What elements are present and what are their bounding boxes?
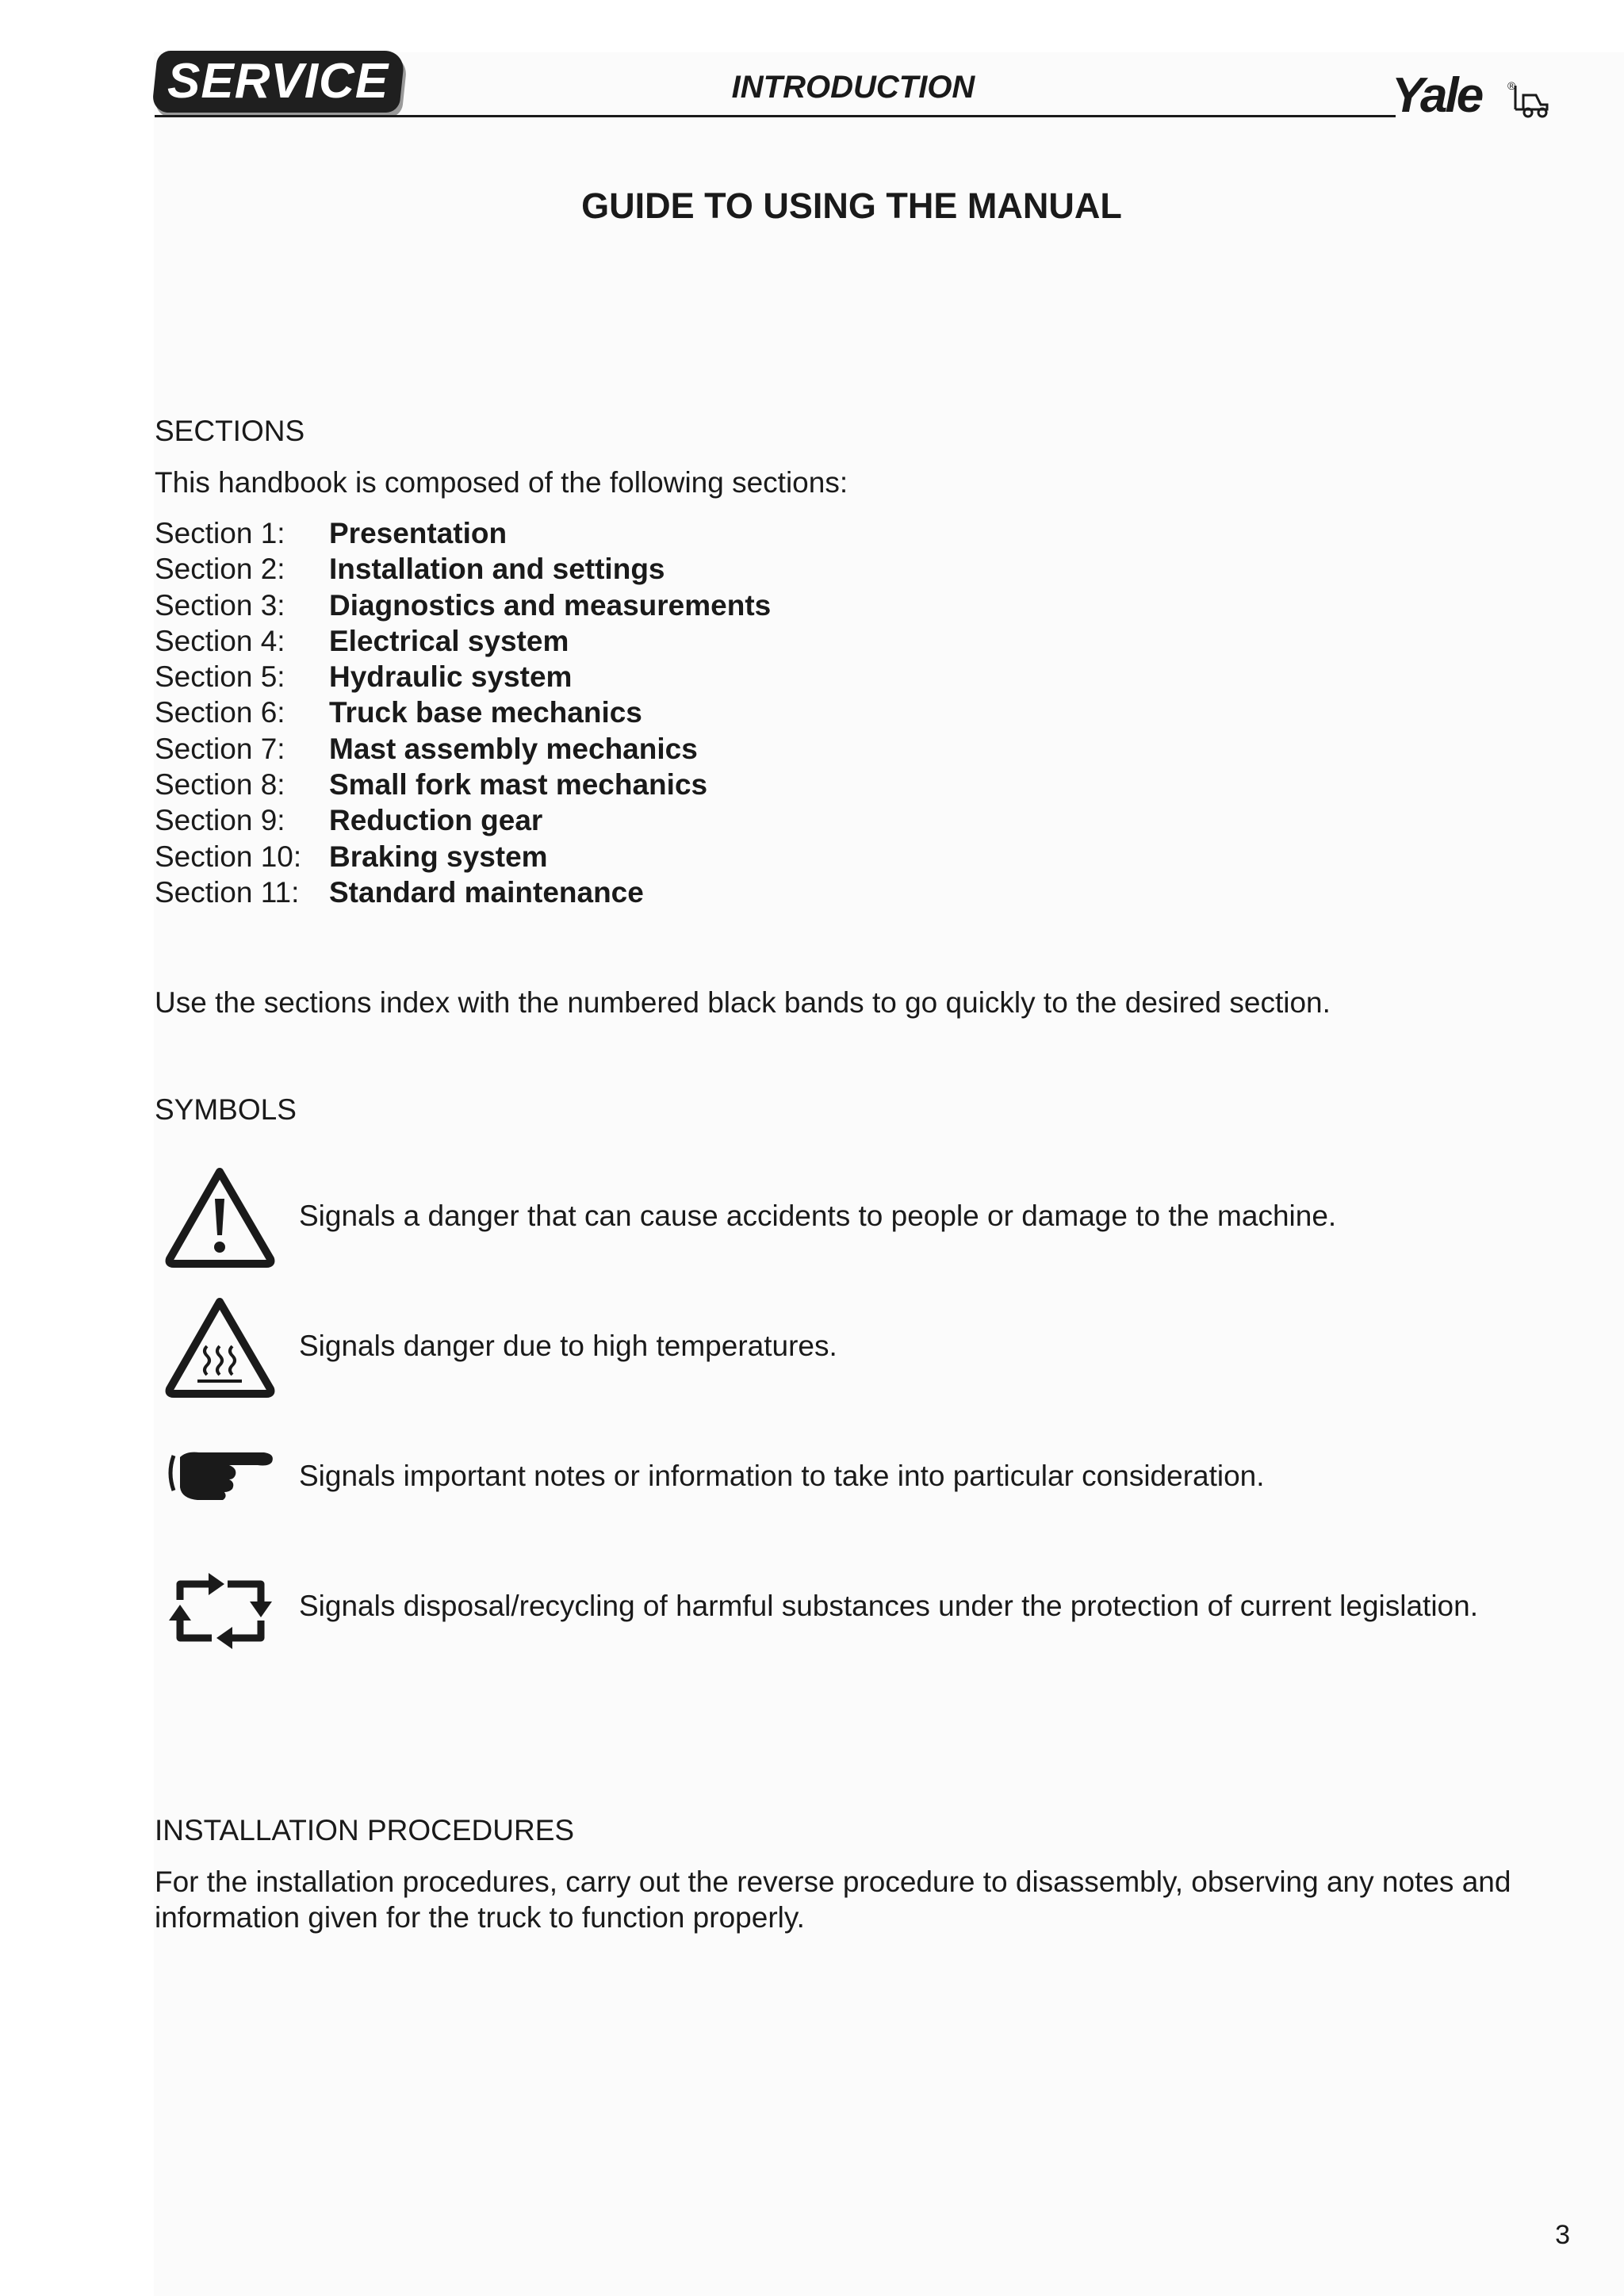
- brand-logo: [1392, 68, 1550, 125]
- section-title: Truck base mechanics: [329, 696, 642, 729]
- section-title: Mast assembly mechanics: [329, 732, 698, 765]
- section-number: Section 5:: [155, 660, 285, 694]
- header-divider: [155, 115, 1396, 117]
- section-number: Section 1:: [155, 517, 285, 549]
- section-title: Electrical system: [329, 624, 569, 657]
- symbol-description: Signals important notes or information to take into particular consideration.: [299, 1460, 1265, 1492]
- sections-heading: SECTIONS: [155, 415, 305, 447]
- symbol-row: [155, 1425, 1582, 1529]
- section-title: Hydraulic system: [329, 660, 573, 694]
- section-number: Section 8:: [155, 768, 285, 802]
- section-title: Presentation: [329, 517, 508, 549]
- symbol-description: Signals a danger that can cause accidents to people or damage to the machine.: [299, 1200, 1337, 1232]
- installation-paragraph-line: For the installation procedures, carry out the reverse procedure to disassembly, observing any notes and: [155, 1866, 1511, 1898]
- sections-note: Use the sections index with the numbered black bands to go quickly to the desired section.: [155, 986, 1331, 1019]
- section-row: [155, 587, 771, 623]
- page-number: 3: [1555, 2220, 1570, 2250]
- installation-heading: INSTALLATION PROCEDURES: [155, 1814, 575, 1846]
- section-row: [155, 551, 771, 587]
- brand-name: Yale: [1392, 68, 1482, 123]
- header-title: INTRODUCTION: [731, 70, 975, 105]
- section-number: Section 9:: [155, 804, 285, 837]
- section-title: Standard maintenance: [329, 875, 644, 909]
- section-row: [155, 874, 771, 910]
- section-row: [155, 659, 771, 695]
- section-number: Section 4:: [155, 624, 285, 657]
- warning-triangle-icon: [163, 1165, 278, 1269]
- hot-surface-icon: [163, 1295, 278, 1399]
- section-row: [155, 623, 771, 659]
- section-title: Reduction gear: [329, 804, 543, 837]
- section-number: Section 7:: [155, 732, 285, 765]
- section-row: [155, 731, 771, 767]
- section-row: [155, 695, 771, 730]
- symbols-heading: SYMBOLS: [155, 1093, 297, 1126]
- section-title: Braking system: [329, 840, 548, 873]
- section-title: Diagnostics and measurements: [329, 588, 772, 622]
- section-number: Section 2:: [155, 553, 285, 586]
- section-row: [155, 802, 771, 838]
- sections-list: [155, 515, 771, 910]
- section-number: Section 6:: [155, 696, 285, 729]
- service-badge: SERVICE: [151, 51, 405, 113]
- brand-registered-mark: ®: [1507, 79, 1516, 92]
- symbol-row: [155, 1556, 1582, 1659]
- page-title: GUIDE TO USING THE MANUAL: [581, 186, 1122, 226]
- pointing-hand-icon: [163, 1425, 278, 1529]
- section-number: Section 3:: [155, 588, 285, 622]
- section-number: Section 10:: [155, 840, 302, 873]
- section-row: [155, 515, 771, 551]
- forklift-icon: [1512, 82, 1550, 119]
- symbol-row: [155, 1165, 1582, 1269]
- recycle-icon: [163, 1556, 278, 1659]
- symbol-description: Signals danger due to high temperatures.: [299, 1330, 837, 1362]
- section-number: Section 11:: [155, 875, 300, 909]
- section-title: Small fork mast mechanics: [329, 768, 708, 802]
- installation-paragraph-line: information given for the truck to function properly.: [155, 1901, 805, 1934]
- symbol-description: Signals disposal/recycling of harmful substances under the protection of current legislation.: [299, 1590, 1478, 1622]
- symbol-row: [155, 1295, 1582, 1399]
- section-row: [155, 839, 771, 874]
- section-row: [155, 767, 771, 802]
- sections-intro: This handbook is composed of the following sections:: [155, 466, 848, 499]
- section-title: Installation and settings: [329, 553, 665, 586]
